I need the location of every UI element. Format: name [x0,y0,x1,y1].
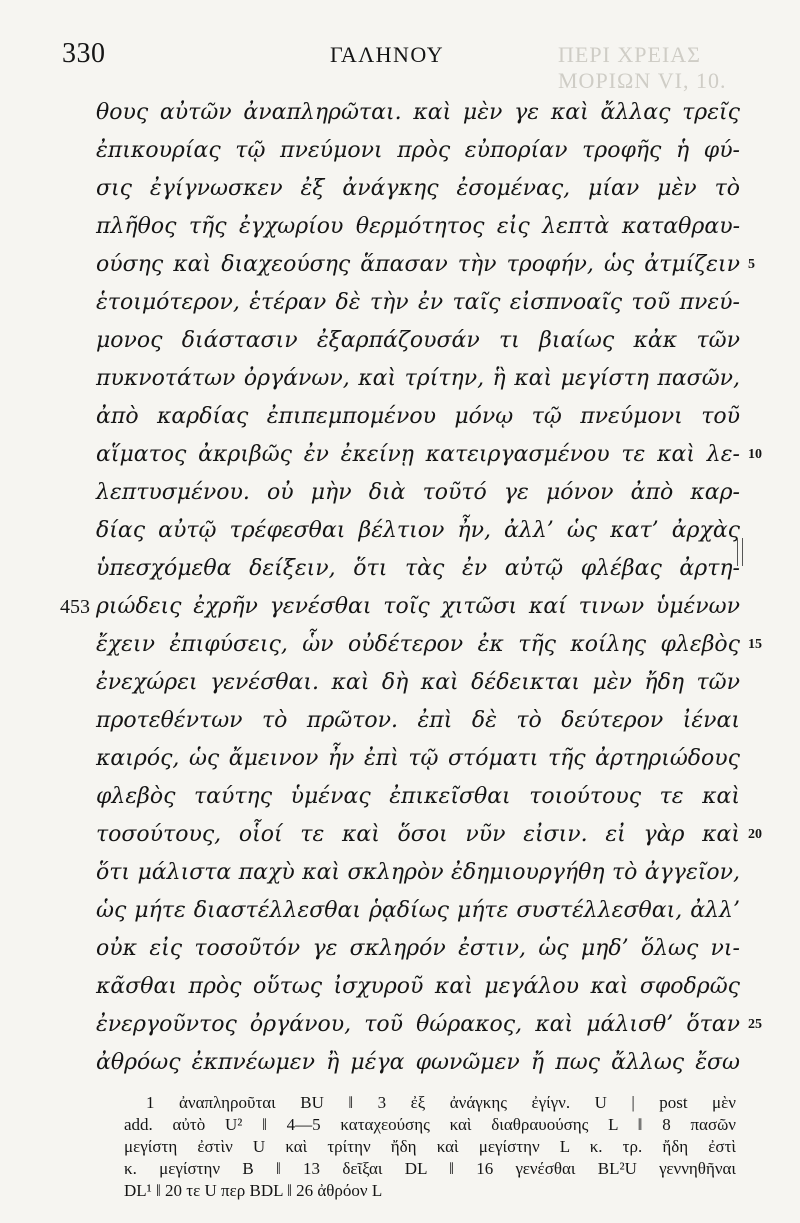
text-line: μονος διάστασιν ἐξαρπάζουσάν τι βιαίως κἀκ τῶν [96,328,740,353]
text-line: δίας αὐτῷ τρέφεσθαι βέλτιον ἦν, ἀλλ’ ὡς κατ’ ἀρχὰς [96,518,740,543]
text-line: τοσούτους, οἷοί τε καὶ ὅσοι νῦν εἰσιν. εἰ γὰρ καὶ [96,822,740,847]
running-head: ΓΑΛΗΝΟΥ [330,42,445,67]
text-line: φλεβὸς ταύτης ὑμένας ἐπικεῖσθαι τοιούτους τε καὶ [96,784,740,809]
text-line: πυκνοτάτων ὀργάνων, καὶ τρίτην, ἣ καὶ μεγίστη πασῶν, [96,366,740,391]
text-line: ὑπεσχόμεθα δείξειν, ὅτι τὰς ἐν αὐτῷ φλέβας ἀρτη- [96,556,740,581]
text-line: ἐνεργοῦντος ὀργάνου, τοῦ θώρακος, καὶ μάλισθ’ ὅταν [96,1012,740,1037]
text-line: κᾶσθαι πρὸς οὕτως ἰσχυροῦ καὶ μεγάλου καὶ σφοδρῶς [96,974,740,999]
text-line: θους αὐτῶν ἀναπληρῶται. καὶ μὲν γε καὶ ἄλλας τρεῖς [96,100,740,125]
text-line: ἑτοιμότερον, ἑτέραν δὲ τὴν ἐν ταῖς εἰσπνοαῖς τοῦ πνεύ- [96,290,740,315]
apparatus-line: κ. μεγίστην B ‖ 13 δεῖξαι DL ‖ 16 γενέσθαι BL²U γεννηθῆναι [124,1159,736,1178]
text-line: ἔχειν ἐπιφύσεις, ὧν οὐδέτερον ἐκ τῆς κοίλης φλεβὸς [96,632,740,657]
apparatus-line: add. αὐτὸ U² ‖ 4—5 καταχεούσης καὶ διαθραυούσης L ‖ 8 πασῶν [124,1115,736,1134]
page-number: 330 [62,38,106,69]
line-number-20: 20 [748,827,762,842]
text-line: λεπτυσμένου. οὐ μὴν διὰ τοῦτό γε μόνον ἀπὸ καρ- [96,480,740,505]
show-through-text: ΠΕΡΙ ΧΡΕΙΑΣ ΜΟΡΙΩΝ VI, 10. [558,42,727,93]
text-line: ἐπικουρίας τῷ πνεύμονι πρὸς εὐπορίαν τροφῆς ἡ φύ- [96,138,740,163]
apparatus-line: μεγίστη ἐστὶν U καὶ τρίτην ἤδη καὶ μεγίστην L κ. τρ. ἤδη ἐστὶ [124,1137,736,1156]
text-line: πλῆθος τῆς ἐγχωρίου θερμότητος εἰς λεπτὰ καταθραυ- [96,214,740,239]
text-line: προτεθέντων τὸ πρῶτον. ἐπὶ δὲ τὸ δεύτερον ἰέναι [96,708,740,733]
line-number-5: 5 [748,257,755,272]
text-line: ὅτι μάλιστα παχὺ καὶ σκληρὸν ἐδημιουργήθη τὸ ἀγγεῖον, [96,860,740,885]
apparatus-line: DL¹ ‖ 20 τε U περ BDL ‖ 26 ἀθρόον L [124,1181,383,1200]
text-line: ἀθρόως ἐκπνέωμεν ἢ μέγα φωνῶμεν ἤ πως ἄλλως ἔσω [96,1050,740,1075]
text-line: καιρός, ὡς ἄμεινον ἦν ἐπὶ τῷ στόματι τῆς ἀρτηριώδους [96,746,740,771]
text-line: ὡς μήτε διαστέλλεσθαι ῥᾳδίως μήτε συστέλλεσθαι, ἀλλ’ [96,898,740,923]
text-line: ἀπὸ καρδίας ἐπιπεμπομένου μόνῳ τῷ πνεύμονι τοῦ [96,404,740,429]
margin-page-reference: 453 [60,596,90,618]
text-line: ἐνεχώρει γενέσθαι. καὶ δὴ καὶ δέδεικται μὲν ἤδη τῶν [96,670,740,695]
apparatus-line: 1 ἀναπληροῦται BU ‖ 3 ἐξ ἀνάγκης ἐγίγν. U | post μὲν [146,1093,736,1112]
line-number-10: 10 [748,447,762,462]
line-number-25: 25 [748,1017,762,1032]
text-line: ριώδεις ἐχρῆν γενέσθαι τοῖς χιτῶσι καί τινων ὑμένων [96,594,740,619]
text-line: σις ἐγίγνωσκεν ἐξ ἀνάγκης ἐσομένας, μίαν μὲν τὸ [96,176,740,201]
page-break-mark [737,538,743,566]
text-line: αἵματος ἀκριβῶς ἐν ἐκείνῃ κατειργασμένου τε καὶ λε- [96,442,740,467]
page-header [62,38,752,93]
text-line: ούσης καὶ διαχεούσης ἅπασαν τὴν τροφήν, ὡς ἀτμίζειν [96,252,740,277]
line-number-15: 15 [748,637,762,652]
text-line: οὐκ εἰς τοσοῦτόν γε σκληρόν ἐστιν, ὡς μηδ’ ὅλως νι- [96,936,740,961]
